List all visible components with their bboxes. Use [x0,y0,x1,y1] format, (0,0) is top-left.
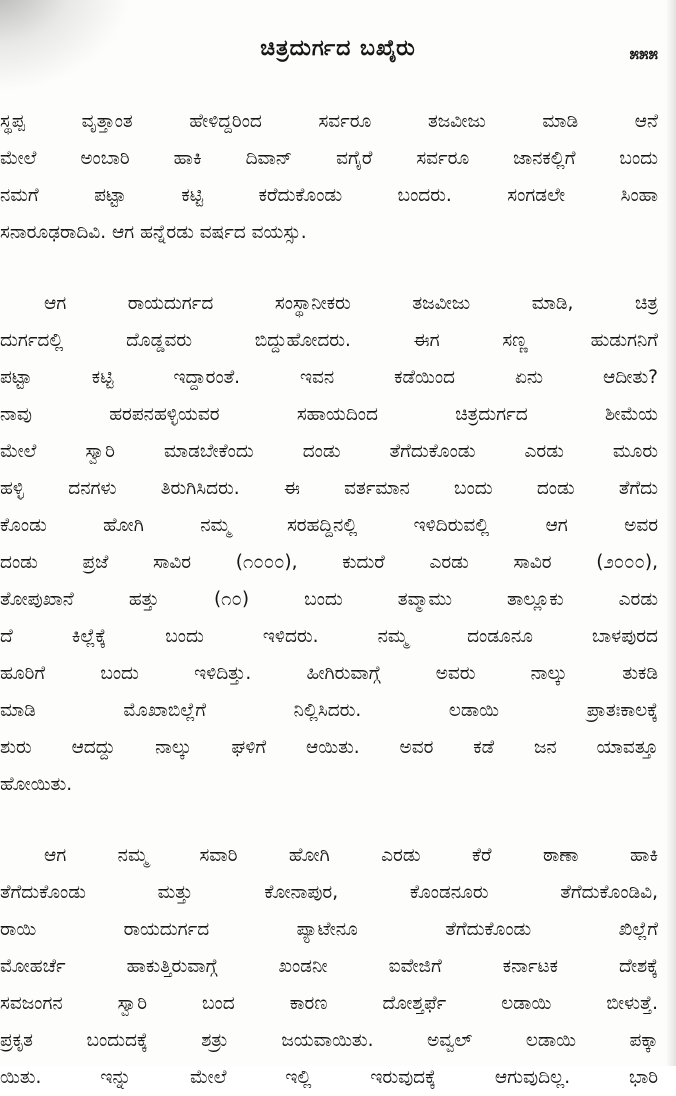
body-text [0,103,676,1096]
text-line: ಮೇಲೆ ಅಂಬಾರಿ ಹಾಕಿ ದಿವಾನ್ ವಗೈರೆ ಸರ್ವರೂ ಜಾನಕಲ್ಲಿಗೆ ಬಂದು [0,148,658,169]
text-line: ರಾಯಿ ರಾಯದುರ್ಗದ ಪ್ಯಾಟೇನೂ ತೆಗೆದುಕೊಂಡು ಖಿಲ್ಲೆಗೆ [0,919,658,940]
text-line: ಮಾಡಿ ಮೊಖಾಬಿಲ್ಲೆಗೆ ನಿಲ್ಲಿಸಿದರು. ಲಡಾಯಿ ಪ್ರಾತಃಕಾಲಕ್ಕೆ [0,700,658,721]
paragraph-gap [0,251,676,285]
running-head: ಚಿತ್ರದುರ್ಗದ ಬಖೈರು [260,36,416,61]
page-number: ೫೫೫ [629,44,658,64]
text-line: ಹಳ್ಳಿ ದನಗಳು ತಿರುಗಿಸಿದರು. ಈ ವರ್ತಮಾನ ಬಂದು ದಂಡು ತೆಗೆದು [0,478,658,499]
text-line: ಸ್ಥಪ್ಪ ವೃತ್ತಾಂತ ಹೇಳಿದ್ದರಿಂದ ಸರ್ವರೂ ತಜವೀಜು ಮಾಡಿ ಆನೆ [0,111,658,132]
text-line: ಯಿತು. ಇನ್ನು ಮೇಲೆ ಇಲ್ಲಿ ಇರುವುದಕ್ಕೆ ಆಗುವುದಿಲ್ಲ. ಭಾರಿ [0,1067,658,1088]
text-line: ದಂಡು ಪ್ರಜೆ ಸಾವಿರ (೧೦೦೦), ಕುದುರೆ ಎರಡು ಸಾವಿರ (೨೦೦೦), [0,552,658,573]
text-line: ಪಟ್ಟಾ ಕಟ್ಟಿ ಇದ್ದಾರಂತೆ. ಇವನ ಕಡೆಯಿಂದ ಏನು ಆದೀತು? [0,367,658,388]
text-line: ದುರ್ಗದಲ್ಲಿ ದೊಡ್ಡವರು ಬಿದ್ದುಹೋದರು. ಈಗ ಸಣ್ಣ ಹುಡುಗನಿಗೆ [0,330,658,351]
paragraph-gap [0,803,676,837]
text-line: ತೋಪುಖಾನೆ ಹತ್ತು (೧೦) ಬಂದು ತವ್ಮಾಮು ತಾಲ್ಲೂಕು ಎರಡು [0,589,658,610]
text-line: ಆಗ ನಮ್ಮ ಸವಾರಿ ಹೋಗಿ ಎರಡು ಕೆರೆ ಠಾಣಾ ಹಾಕಿ [44,845,658,866]
text-line: ನಾವು ಹರಪನಹಳ್ಳಿಯವರ ಸಹಾಯದಿಂದ ಚಿತ್ರದುರ್ಗದ ಶೀಮೆಯ [0,404,658,425]
text-line: ಪ್ರಕೃತ ಬಂದುದಕ್ಕೆ ಶತ್ರು ಜಯವಾಯಿತು. ಅವ್ವಲ್ ಲಡಾಯಿ ಪಕ್ಕಾ [0,1030,658,1051]
text-line: ದೆ ಕಿಲ್ಲೆಕ್ಕೆ ಬಂದು ಇಳಿದರು. ನಮ್ಮ ದಂಡೂನೂ ಬಾಳಪುರದ [0,626,658,647]
text-line: ತೆಗೆದುಕೊಂಡು ಮತ್ತು ಕೋನಾಪುರ, ಕೊಂಡನೂರು ತೆಗೆದುಕೊಂಡಿವಿ, [0,882,658,903]
text-line: ಮೇಲೆ ಸ್ವಾರಿ ಮಾಡಬೇಕೆಂದು ದಂಡು ತೆಗೆದುಕೊಂಡು ಎರಡು ಮೂರು [0,441,658,462]
text-line: ಹೂರಿಗೆ ಬಂದು ಇಳಿದಿತ್ತು. ಹೀಗಿರುವಾಗ್ಗೆ ಅವರು ನಾಲ್ಕು ತುಕಡಿ [0,663,658,684]
text-line: ಹೋಯಿತು. [0,774,73,795]
text-line: ನಮಗೆ ಪಟ್ಟಾ ಕಟ್ಟಿ ಕರೆದುಕೊಂಡು ಬಂದರು. ಸಂಗಡಲೇ ಸಿಂಹಾ [0,185,658,206]
text-line: ಸನಾರೂಢರಾದಿವಿ. ಆಗ ಹನ್ನೆರಡು ವರ್ಷದ ವಯಸ್ಸು. [0,222,307,243]
text-line: ಸವಜಂಗನ ಸ್ವಾರಿ ಬಂದ ಕಾರಣ ದೋಶ್ತರ್ಫೆ ಲಡಾಯಿ ಬೀಳುತ್ತೆ. [0,993,658,1014]
text-line: ಕೊಂಡು ಹೋಗಿ ನಮ್ಮ ಸರಹದ್ದಿನಲ್ಲಿ ಇಳಿದಿರುವಲ್ಲಿ ಆಗ ಅವರ [0,515,658,536]
text-line: ಶುರು ಆದದ್ದು ನಾಲ್ಕು ಘಳಿಗೆ ಆಯಿತು. ಅವರ ಕಡೆ ಜನ ಯಾವತ್ತೂ [0,737,658,758]
text-line: ಆಗ ರಾಯದುರ್ಗದ ಸಂಸ್ಥಾನೀಕರು ತಜವೀಜು ಮಾಡಿ, ಚಿತ್ರ [44,293,658,314]
text-line: ಮೋಹರ್ಚೆ ಹಾಕುತ್ತಿರುವಾಗ್ಗೆ ಖಂಡನೀ ಐವೇಜಿಗೆ ಕರ್ನಾಟಕ ದೇಶಕ್ಕೆ [0,956,658,977]
